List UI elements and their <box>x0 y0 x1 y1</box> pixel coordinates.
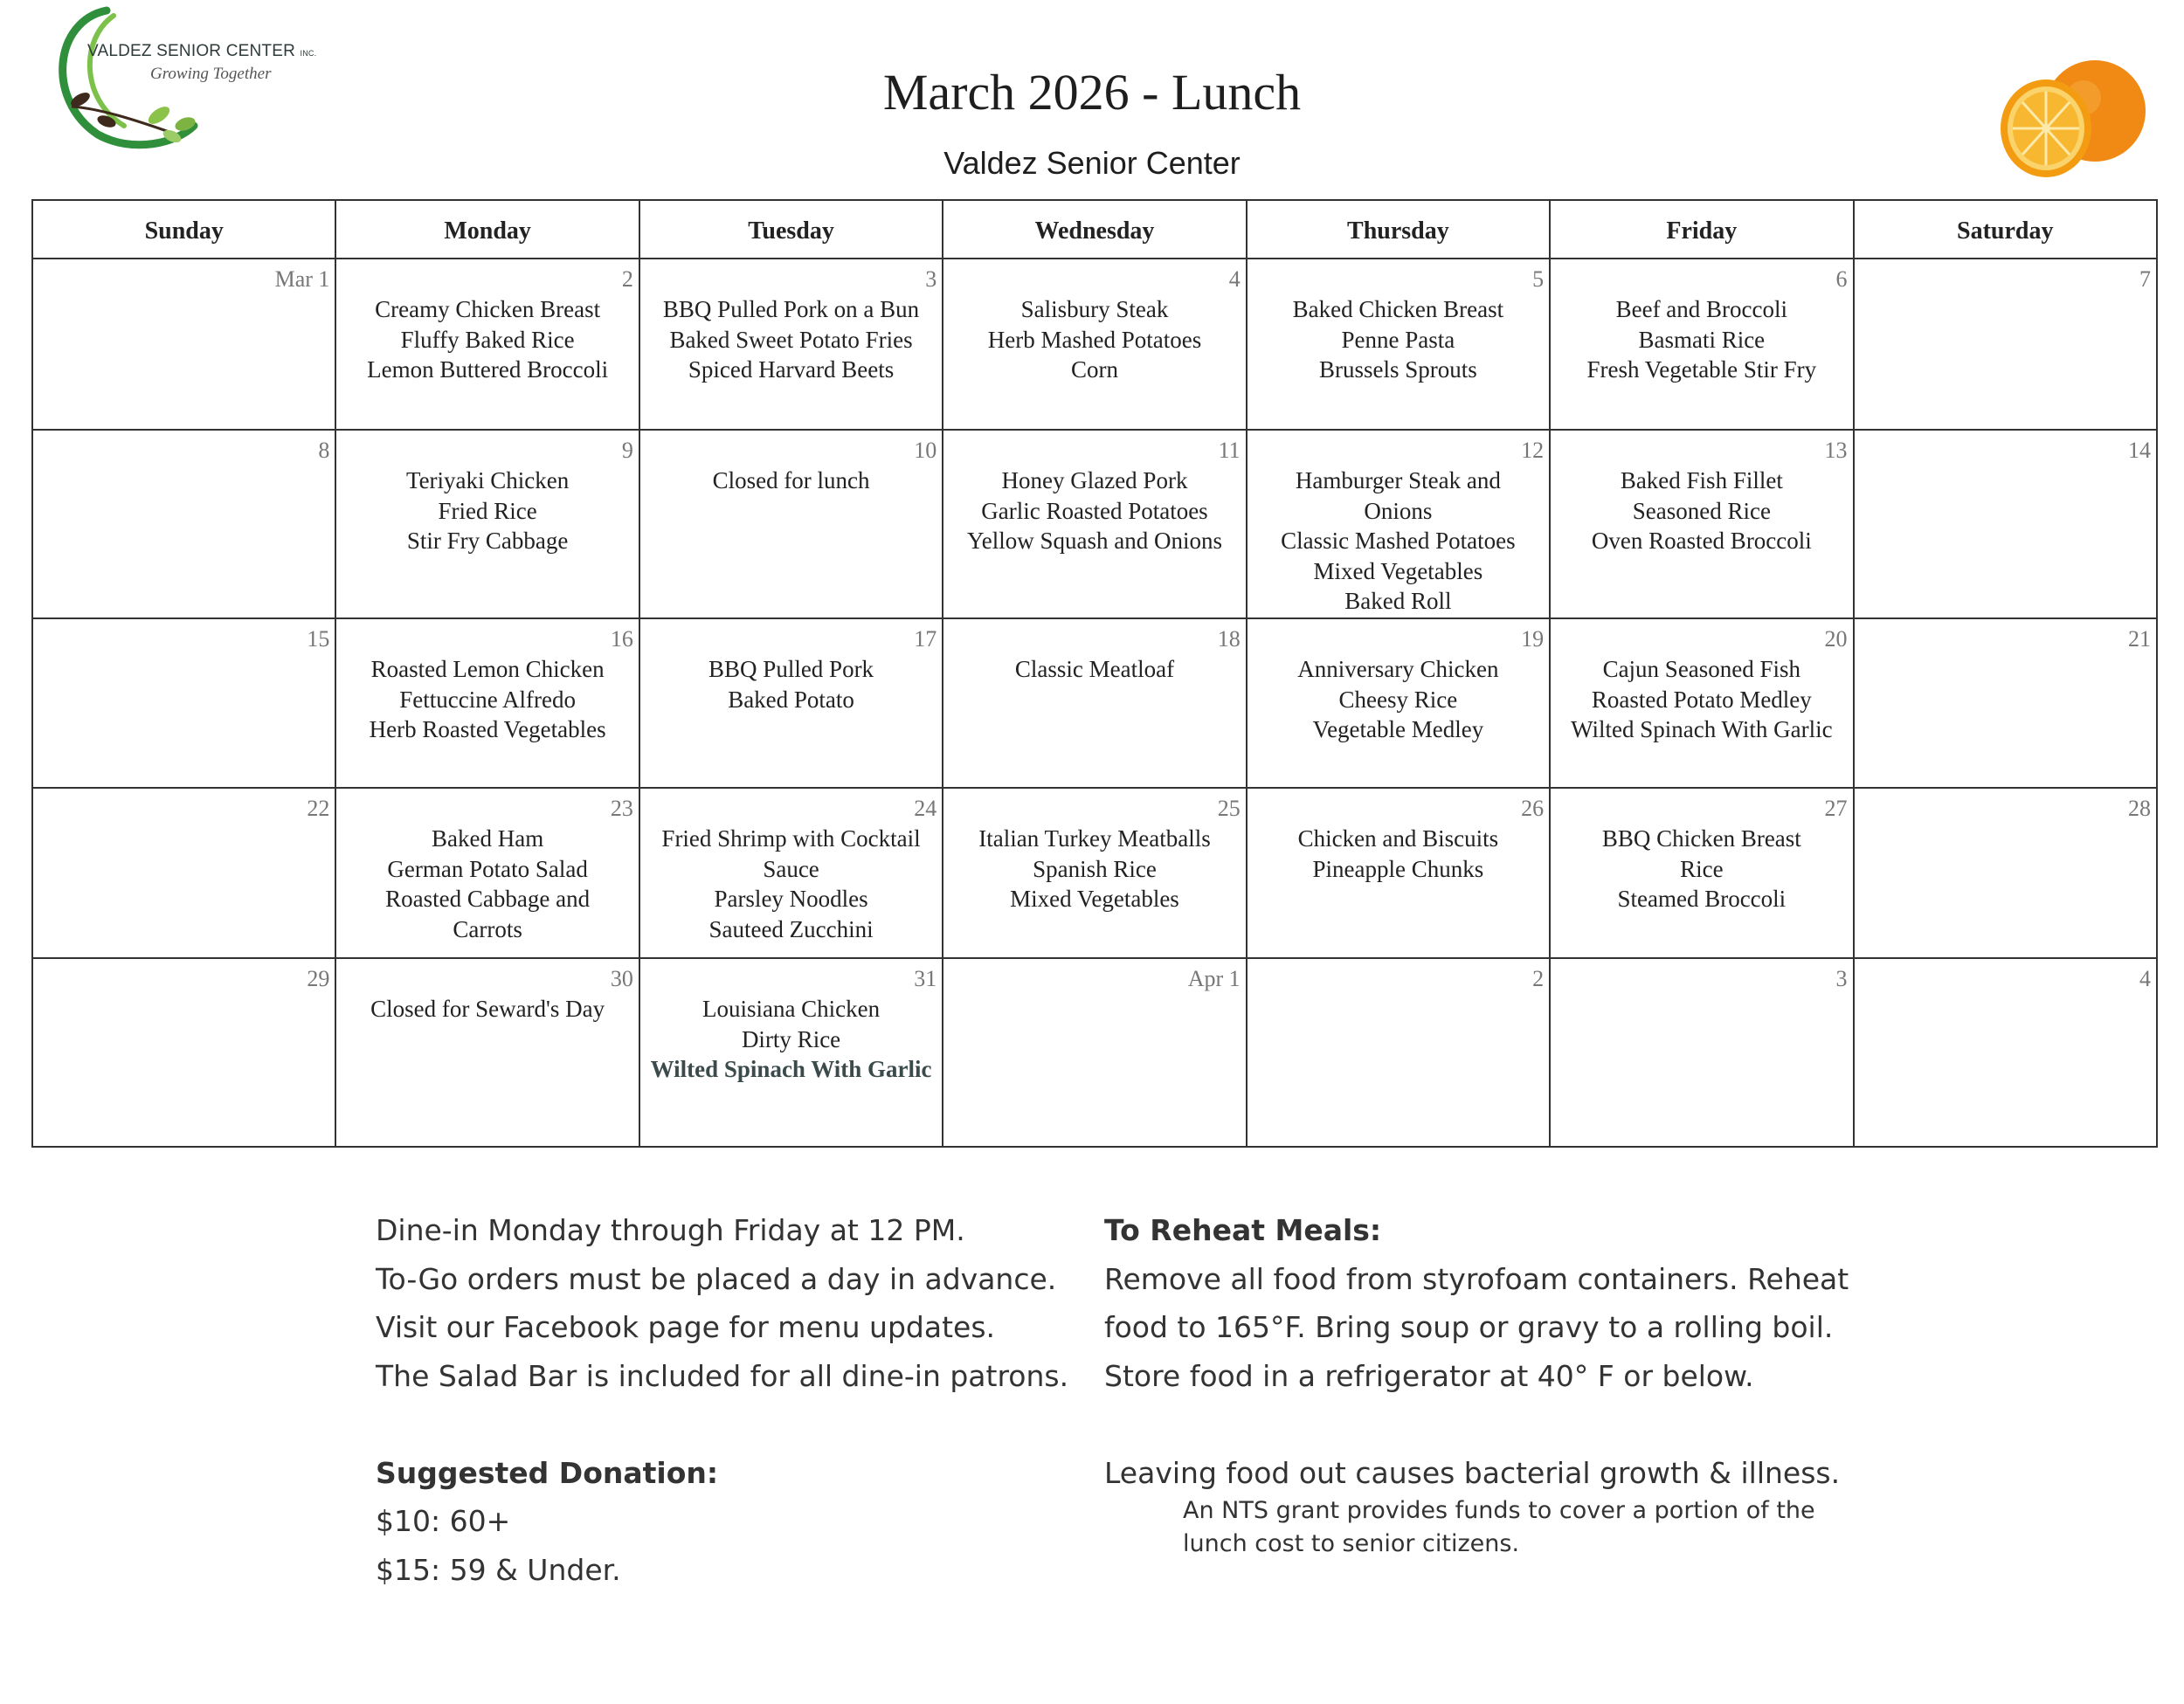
calendar-day-cell-friday <box>1550 958 1853 1147</box>
calendar-day-cell-sunday <box>32 259 335 430</box>
meal-list <box>1248 652 1549 745</box>
day-number: 30 <box>610 966 633 991</box>
calendar-day-cell-friday <box>1550 618 1853 788</box>
weekday-thursday: Thursday <box>1247 200 1550 259</box>
meal-item: Basmati Rice <box>1638 326 1766 353</box>
calendar-day-cell-wednesday <box>943 259 1246 430</box>
meal-item: Salisbury Steak <box>1020 296 1169 322</box>
weekday-tuesday: Tuesday <box>639 200 943 259</box>
calendar-day-cell-saturday <box>1854 958 2157 1147</box>
page-subtitle: Valdez Senior Center <box>943 145 1241 181</box>
meal-item: Hamburger Steak and <box>1295 467 1501 493</box>
calendar-day-cell-thursday <box>1247 259 1550 430</box>
meal-item: Closed for Seward's Day <box>370 996 605 1022</box>
day-number: 3 <box>925 266 937 292</box>
meal-item: Dirty Rice <box>741 1025 841 1052</box>
meal-item: Rice <box>1680 855 1724 882</box>
meal-item: Chicken and Biscuits <box>1297 825 1499 852</box>
day-number: 17 <box>914 626 937 652</box>
day-number: 10 <box>914 438 937 463</box>
weekday-header-row <box>32 200 2157 259</box>
day-number: 18 <box>1217 626 1241 652</box>
meal-item: Pineapple Chunks <box>1312 855 1484 882</box>
meal-item: Fluffy Baked Rice <box>400 326 575 353</box>
day-number: 28 <box>2128 796 2151 821</box>
meal-item: Louisiana Chicken <box>702 996 881 1022</box>
calendar-day-cell-tuesday <box>639 788 943 958</box>
calendar-day-cell-thursday <box>1247 430 1550 618</box>
meal-item: Carrots <box>453 915 522 942</box>
meal-list <box>640 464 942 496</box>
meal-item: Wilted Spinach With Garlic <box>1571 716 1833 742</box>
donation-heading: Suggested Donation: <box>376 1455 719 1490</box>
grant-line-1: An NTS grant provides funds to cover a portion of the <box>1183 1497 1815 1524</box>
calendar-day-cell-sunday <box>32 788 335 958</box>
calendar-day-cell-saturday <box>1854 788 2157 958</box>
meal-list <box>336 992 638 1024</box>
weekday-saturday: Saturday <box>1854 200 2157 259</box>
meal-list <box>943 464 1245 556</box>
meal-item: Lemon Buttered Broccoli <box>367 356 609 383</box>
calendar-day-cell-tuesday <box>639 958 943 1147</box>
day-number: 7 <box>2139 266 2151 292</box>
meal-item: BBQ Chicken Breast <box>1601 825 1801 852</box>
meal-list <box>640 822 942 944</box>
meal-item: Baked Fish Fillet <box>1620 467 1783 493</box>
meal-item: Herb Mashed Potatoes <box>987 326 1202 353</box>
meal-item: Fettuccine Alfredo <box>399 686 576 713</box>
meal-item: Mixed Vegetables <box>1010 886 1179 912</box>
meal-item: Parsley Noodles <box>714 886 868 912</box>
meal-list <box>1855 464 2156 466</box>
meal-item: Garlic Roasted Potatoes <box>981 497 1208 524</box>
meal-item: Onions <box>1364 497 1433 524</box>
meal-item: Fresh Vegetable Stir Fry <box>1586 356 1817 383</box>
day-number: 3 <box>1835 966 1848 991</box>
food-safety-warning: Leaving food out causes bacterial growth & illness. <box>1104 1455 1841 1490</box>
meal-item: Roasted Lemon Chicken <box>370 656 605 682</box>
meal-item: Fried Shrimp with Cocktail <box>661 825 921 852</box>
reheat-line-2: food to 165°F. Bring soup or gravy to a rolling boil. <box>1104 1310 1834 1344</box>
meal-list <box>33 822 335 824</box>
facebook-note: Visit our Facebook page for menu updates. <box>376 1310 996 1344</box>
weekday-friday: Friday <box>1550 200 1853 259</box>
day-number: 14 <box>2128 438 2151 463</box>
meal-list <box>1248 822 1549 884</box>
meal-item: Italian Turkey Meatballs <box>978 825 1211 852</box>
meal-item: Brussels Sprouts <box>1319 356 1477 383</box>
calendar-day-cell-wednesday <box>943 618 1246 788</box>
meal-item: Sauce <box>763 855 819 882</box>
day-number: 6 <box>1835 266 1848 292</box>
meal-list <box>1855 822 2156 824</box>
meal-item: BBQ Pulled Pork on a Bun <box>662 296 920 322</box>
meal-list <box>640 293 942 385</box>
meal-list <box>1248 293 1549 385</box>
dine-in-hours: Dine-in Monday through Friday at 12 PM. <box>376 1213 965 1247</box>
logo-tagline: Growing Together <box>150 65 272 83</box>
meal-item: Baked Ham <box>432 825 544 852</box>
day-number: 21 <box>2128 626 2151 652</box>
meal-item: Spanish Rice <box>1033 855 1157 882</box>
day-number: 23 <box>610 796 633 821</box>
weekday-sunday: Sunday <box>32 200 335 259</box>
grant-line-2: lunch cost to senior citizens. <box>1183 1530 1520 1557</box>
meal-item: Fried Rice <box>438 497 537 524</box>
meal-item: Creamy Chicken Breast <box>375 296 601 322</box>
meal-list <box>943 822 1245 914</box>
calendar-day-cell-tuesday <box>639 259 943 430</box>
reheat-line-3: Store food in a refrigerator at 40° F or below. <box>1104 1358 1754 1393</box>
calendar-day-cell-tuesday <box>639 618 943 788</box>
meal-list <box>1551 464 1852 556</box>
meal-item: Wilted Spinach With Garlic <box>650 1056 932 1082</box>
meal-item: Penne Pasta <box>1341 326 1455 353</box>
meal-item: Roasted Potato Medley <box>1591 686 1812 713</box>
meal-item: Baked Chicken Breast <box>1292 296 1504 322</box>
calendar-day-cell-saturday <box>1854 259 2157 430</box>
day-number: 25 <box>1217 796 1241 821</box>
day-number: 8 <box>318 438 330 463</box>
meal-list <box>336 464 638 556</box>
weekday-wednesday: Wednesday <box>943 200 1246 259</box>
calendar-day-cell-monday <box>335 958 639 1147</box>
calendar-day-cell-friday <box>1550 430 1853 618</box>
meal-item: Cajun Seasoned Fish <box>1602 656 1801 682</box>
calendar-day-cell-monday <box>335 788 639 958</box>
day-number: 12 <box>1521 438 1545 463</box>
day-number: 20 <box>1824 626 1848 652</box>
meal-item: Seasoned Rice <box>1632 497 1771 524</box>
meal-list <box>943 992 1245 994</box>
calendar-day-cell-friday <box>1550 259 1853 430</box>
calendar-day-cell-wednesday <box>943 430 1246 618</box>
day-number: 4 <box>1228 266 1241 292</box>
calendar-day-cell-wednesday <box>943 788 1246 958</box>
day-number: 24 <box>914 796 937 821</box>
meal-list <box>33 293 335 294</box>
meal-list <box>336 822 638 944</box>
meal-list <box>943 293 1245 385</box>
meal-item: Honey Glazed Pork <box>1001 467 1188 493</box>
salad-bar-note: The Salad Bar is included for all dine-in patrons. <box>376 1358 1069 1393</box>
reheat-info <box>1104 1206 1849 1497</box>
day-number: 29 <box>307 966 330 991</box>
calendar-day-cell-friday <box>1550 788 1853 958</box>
meal-item: Baked Potato <box>728 686 854 713</box>
meal-item: Cheesy Rice <box>1338 686 1458 713</box>
meal-list <box>1551 652 1852 745</box>
calendar-week-row <box>32 430 2157 618</box>
meal-item: Sauteed Zucchini <box>708 915 874 942</box>
calendar-day-cell-monday <box>335 430 639 618</box>
reheat-line-1: Remove all food from styrofoam containers. Reheat <box>1104 1261 1849 1296</box>
dining-info <box>376 1206 1068 1594</box>
orange-fruit-icon <box>1992 54 2158 185</box>
calendar-day-cell-monday <box>335 618 639 788</box>
day-number: 15 <box>307 626 330 652</box>
meal-list <box>33 464 335 466</box>
meal-list <box>33 652 335 654</box>
meal-item: Roasted Cabbage and <box>385 886 591 912</box>
day-number: Mar 1 <box>274 266 330 292</box>
meal-list <box>640 992 942 1085</box>
day-number: Apr 1 <box>1187 966 1241 991</box>
calendar-day-cell-sunday <box>32 618 335 788</box>
meal-item: Spiced Harvard Beets <box>688 356 895 383</box>
calendar-week-row <box>32 259 2157 430</box>
meal-list <box>943 652 1245 685</box>
day-number: 22 <box>307 796 330 821</box>
meal-item: Mixed Vegetables <box>1313 557 1483 584</box>
calendar-day-cell-saturday <box>1854 430 2157 618</box>
grant-note <box>1183 1494 1815 1561</box>
donation-60-plus: $10: 60+ <box>376 1504 511 1538</box>
day-number: 4 <box>2139 966 2151 991</box>
meal-item: Steamed Broccoli <box>1617 886 1787 912</box>
calendar-day-cell-monday <box>335 259 639 430</box>
calendar-day-cell-sunday <box>32 430 335 618</box>
calendar-day-cell-wednesday <box>943 958 1246 1147</box>
meal-list <box>640 652 942 714</box>
meal-item: Teriyaki Chicken <box>405 467 570 493</box>
meal-item: Baked Roll <box>1344 588 1452 614</box>
meal-item: Anniversary Chicken <box>1297 656 1499 682</box>
meal-item: Corn <box>1070 356 1118 383</box>
calendar-day-cell-thursday <box>1247 788 1550 958</box>
calendar-week-row <box>32 788 2157 958</box>
meal-item: Herb Roasted Vegetables <box>369 716 606 742</box>
day-number: 26 <box>1521 796 1545 821</box>
meal-item: German Potato Salad <box>387 855 588 882</box>
meal-item: Oven Roasted Broccoli <box>1591 528 1812 554</box>
meal-list <box>336 652 638 745</box>
lunch-calendar <box>31 199 2158 1148</box>
meal-item: Classic Meatloaf <box>1014 656 1175 682</box>
day-number: 9 <box>621 438 633 463</box>
meal-item: BBQ Pulled Pork <box>708 656 874 682</box>
day-number: 31 <box>914 966 937 991</box>
calendar-day-cell-sunday <box>32 958 335 1147</box>
day-number: 5 <box>1532 266 1545 292</box>
calendar-day-cell-thursday <box>1247 618 1550 788</box>
meal-item: Yellow Squash and Onions <box>966 528 1222 554</box>
meal-item: Baked Sweet Potato Fries <box>669 326 913 353</box>
meal-list <box>1551 293 1852 385</box>
day-number: 2 <box>621 266 633 292</box>
weekday-monday: Monday <box>335 200 639 259</box>
meal-list <box>33 992 335 994</box>
page-title: March 2026 - Lunch <box>882 64 1302 121</box>
meal-list <box>336 293 638 385</box>
meal-item: Beef and Broccoli <box>1615 296 1788 322</box>
day-number: 13 <box>1824 438 1848 463</box>
meal-list <box>1855 293 2156 294</box>
meal-list <box>1551 992 1852 994</box>
calendar-day-cell-tuesday <box>639 430 943 618</box>
calendar-day-cell-saturday <box>1854 618 2157 788</box>
meal-item: Vegetable Medley <box>1312 716 1484 742</box>
meal-list <box>1551 822 1852 914</box>
meal-list <box>1248 992 1549 994</box>
meal-list <box>1248 464 1549 617</box>
day-number: 16 <box>610 626 633 652</box>
calendar-day-cell-thursday <box>1247 958 1550 1147</box>
logo-name: VALDEZ SENIOR CENTER INC. <box>87 42 317 60</box>
calendar-week-row <box>32 958 2157 1147</box>
meal-item: Closed for lunch <box>712 467 870 493</box>
to-go-note: To-Go orders must be placed a day in advance. <box>376 1261 1057 1296</box>
calendar-week-row <box>32 618 2157 788</box>
day-number: 11 <box>1218 438 1241 463</box>
day-number: 19 <box>1521 626 1545 652</box>
reheat-heading: To Reheat Meals: <box>1104 1213 1382 1247</box>
day-number: 2 <box>1532 966 1545 991</box>
meal-item: Stir Fry Cabbage <box>406 528 569 554</box>
meal-list <box>1855 652 2156 654</box>
meal-item: Classic Mashed Potatoes <box>1281 528 1516 554</box>
day-number: 27 <box>1824 796 1848 821</box>
meal-list <box>1855 992 2156 994</box>
donation-59-under: $15: 59 & Under. <box>376 1552 621 1587</box>
